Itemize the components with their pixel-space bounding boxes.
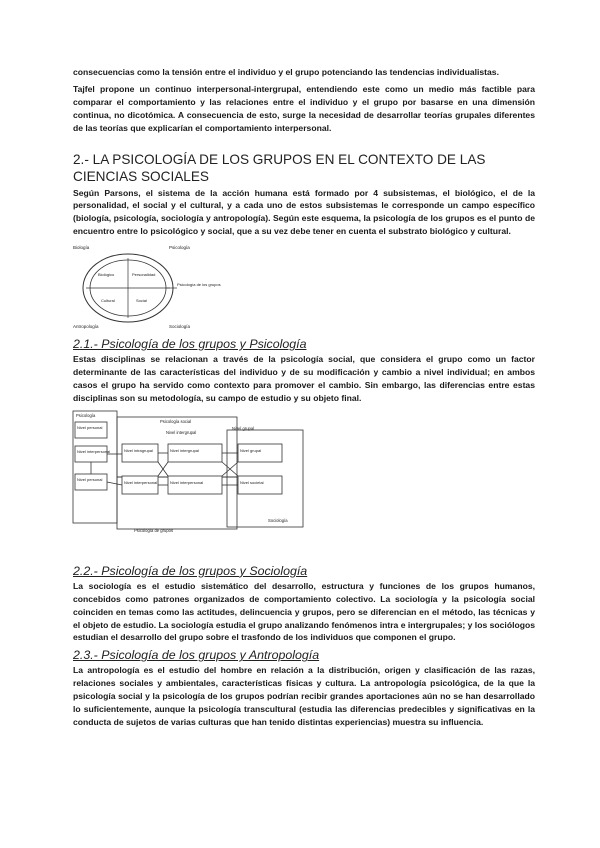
fig2-nivel-intragrupal-label: Nivel intragrupal bbox=[124, 447, 153, 453]
fig2-nivel-interpersonal-center bbox=[122, 476, 158, 494]
fig2-nivel-interpersonal-center-2-label: Nivel interpersonal bbox=[170, 479, 204, 485]
fig2-nivel-intergrupal-center-label: Nivel intergrupal bbox=[170, 447, 199, 453]
fig1-side-label: Psicología de los grupos bbox=[177, 282, 221, 288]
fig2-nivel-societal bbox=[238, 476, 282, 494]
section-heading-2-1: 2.1.- Psicología de los grupos y Psicología bbox=[73, 337, 307, 352]
paragraph-antropologia: La antropología es el estudio del hombre en relación a la distribución, origen y clasificación de las razas, relaciones sociales y ambientales, características físicas y cultura. La antropología psicológica, de la que la psicología social y la psicología de los grupos podrían recibir grandes aportaciones aún no se han desarrollado lo suficientemente, aunque la psicología transcultural (estudia las diferencias predecibles y significativas en la conducta de sujetos de varias culturas que han tenido distintas experiencias) muestra su influencia. bbox=[73, 665, 535, 727]
fig1-corner-psicologia: Psicología bbox=[169, 245, 190, 251]
document-page bbox=[73, 66, 535, 729]
fig2-label-psicologia: Psicología bbox=[76, 412, 96, 418]
paragraph-psicologia: Estas disciplinas se relacionan a través de la psicología social, que considera el grupo como un factor determinante de las características del individuo y de su modificación y cambio a nivel individual; en ambos casos el grupo ha servido como contexto para promover el cambio. Sin embargo, las diferencias entre estas disciplinas son su metodología, su campo de estudio y su objeto final. bbox=[73, 354, 535, 403]
fig2-nivel-interpersonal-center-label: Nivel interpersonal bbox=[124, 479, 158, 485]
fig2-label-nivel-grupal: Nivel grupal bbox=[232, 425, 255, 431]
paragraph-parsons: Según Parsons, el sistema de la acción humana está formado por 4 subsistemas, el biológico, el de la personalidad, el social y el cultural, y a cada uno de estos subsistemas le corresponde un campo específico (biología, psicología, sociología y antropología). Según este esquema, la psicología de los grupos es el punto de encuentro entre lo psicológico y social, que a su vez debe tener en cuenta el substrato biológico y cultural. bbox=[73, 187, 535, 237]
fig1-corner-sociologia: Sociología bbox=[169, 324, 191, 330]
fig2-nivel-personal-top-label: Nivel personal bbox=[77, 424, 103, 430]
fig2-label-psicologia-grupos: Psicología de grupos bbox=[134, 527, 174, 533]
paragraph-tajfel: Tajfel propone un continuo interpersonal-intergrupal, entendiendo este como un medio más factible para comparar el comportamiento y las relaciones entre el individuo y el grupo por basarse en una dimensión continua, no dicotómica. A consecuencia de esto, surge la necesidad de desarrollar teorías grupales diferentes de las teorías que explicarían el comportamiento interpersonal. bbox=[73, 83, 535, 133]
fig1-q-biologico: Biológico bbox=[98, 272, 115, 278]
fig2-nivel-intergrupal-center bbox=[168, 444, 222, 462]
paragraph-sociologia: La sociología es el estudio sistemático del desarrollo, estructura y funciones de los grupos humanos, concebidos como patrones organizados de comportamiento colectivo. La sociología y la psicología social coinciden en temas como las actitudes, delincuencia y grupos, pero se diferencian en el método, las técnicas y el objeto de estudio. La sociología estudia el grupo analizando fenómenos intra e intergrupales; y los sociólogos estudian el desarrollo del grupo sobre el trasfondo de los individuos que componen el grupo. bbox=[73, 580, 535, 643]
fig2-nivel-personal-bottom-label: Nivel personal bbox=[77, 476, 103, 482]
fig2-nivel-societal-label: Nivel societal bbox=[240, 479, 264, 485]
fig2-nivel-grupal-right-label: Nivel grupal bbox=[240, 447, 262, 453]
fig2-label-psicologia-social: Psicología social bbox=[160, 418, 192, 424]
fig2-nivel-intragrupal bbox=[122, 444, 158, 462]
levels-diagram bbox=[72, 410, 304, 550]
fig1-corner-biologia: Biología bbox=[73, 245, 90, 251]
fig2-nivel-interpersonal-center-2 bbox=[168, 476, 222, 494]
paragraph-continuation: consecuencias como la tensión entre el individuo y el grupo potenciando las tendencias individualistas. bbox=[73, 67, 499, 77]
fig2-nivel-grupal-right bbox=[238, 444, 282, 462]
fig2-label-nivel-intergrupal: Nivel intergrupal bbox=[166, 429, 197, 435]
fig1-corner-antropologia: Antropología bbox=[73, 324, 99, 330]
fig1-q-personalidad: Personalidad bbox=[132, 272, 156, 278]
fig1-q-cultural: Cultural bbox=[101, 298, 115, 304]
fig1-q-social: Social bbox=[136, 298, 147, 304]
fig2-label-sociologia: Sociología bbox=[268, 517, 288, 523]
parsons-diagram bbox=[73, 242, 221, 330]
fig2-nivel-interpersonal-left-label: Nivel interpersonal bbox=[77, 448, 111, 454]
section-heading-2-3: 2.3.- Psicología de los grupos y Antropología bbox=[73, 648, 320, 663]
section-heading-2: 2.- LA PSICOLOGÍA DE LOS GRUPOS EN EL CONTEXTO DE LAS CIENCIAS SOCIALES bbox=[73, 151, 486, 184]
section-heading-2-2: 2.2.- Psicología de los grupos y Sociología bbox=[73, 563, 308, 578]
